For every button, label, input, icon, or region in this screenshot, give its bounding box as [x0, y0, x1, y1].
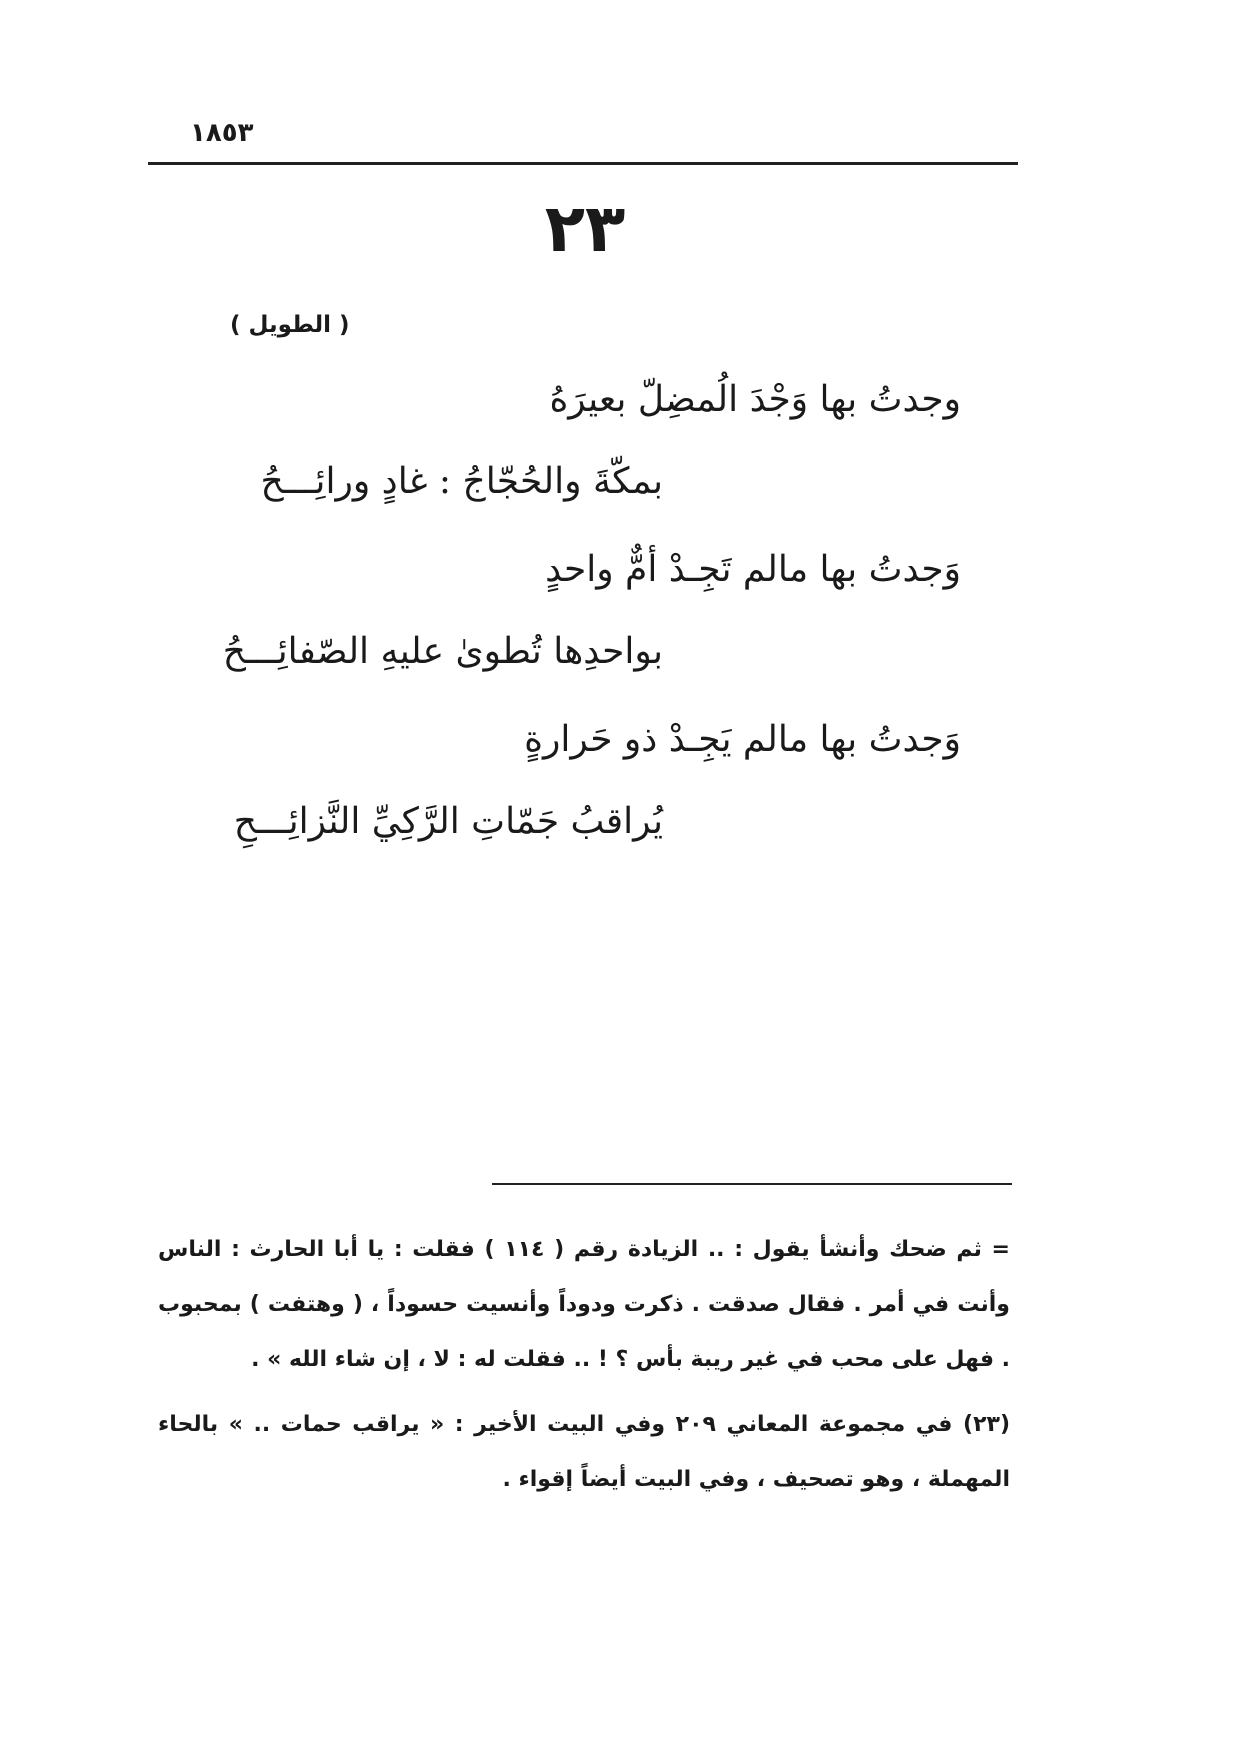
footnotes — [158, 1222, 1010, 1517]
footnote-23: (٢٣) في مجموعة المعاني ٢٠٩ وفي البيت الأخير : « يراقب حمات .. » بالحاء المهملة ، وهو تصحيف ، وفي البيت أيضاً إقواء . — [158, 1412, 1010, 1492]
footnote-continuation: = ثم ضحك وأنشأ يقول : .. الزيادة رقم ( ١١٤ ) فقلت : يا أبا الحارث : الناس وأنت في أمر . فقال صدقت . ذكرت ودوداً وأنسيت حسوداً ، ( وهتفت ) بمحبوب . فهل على محب في غير ريبة بأس ؟ ! .. فقلت له : لا ، إن شاء الله » . — [158, 1237, 1010, 1372]
verse-2-first-hemistich: وَجدتُ بها مالم تَجِـدْ أمٌّ واحدٍ — [545, 549, 961, 590]
meter-label: ( الطويل ) — [230, 312, 350, 338]
verse-1-first-hemistich: وجدتُ بها وَجْدَ الُمضِلّ بعيرَهُ — [549, 379, 961, 420]
footnote-rule — [492, 1183, 1012, 1185]
verse-3-second-hemistich: يُراقبُ جَمّاتِ الرَّكِيِّ النَّزائِـــحِ — [233, 801, 663, 842]
poem-number: ٢٣ — [544, 190, 626, 267]
page-number: ١٨٥٣ — [190, 118, 254, 148]
verse-1-second-hemistich: بمكّةَ والحُجّاجُ : غادٍ ورائِـــحُ — [260, 461, 663, 502]
verse-3-first-hemistich: وَجدتُ بها مالم يَجِـدْ ذو حَرارةٍ — [524, 719, 961, 760]
header-rule — [148, 162, 1018, 165]
verse-2-second-hemistich: بواحدِها تُطوىٰ عليهِ الصّفائِـــحُ — [222, 631, 663, 672]
